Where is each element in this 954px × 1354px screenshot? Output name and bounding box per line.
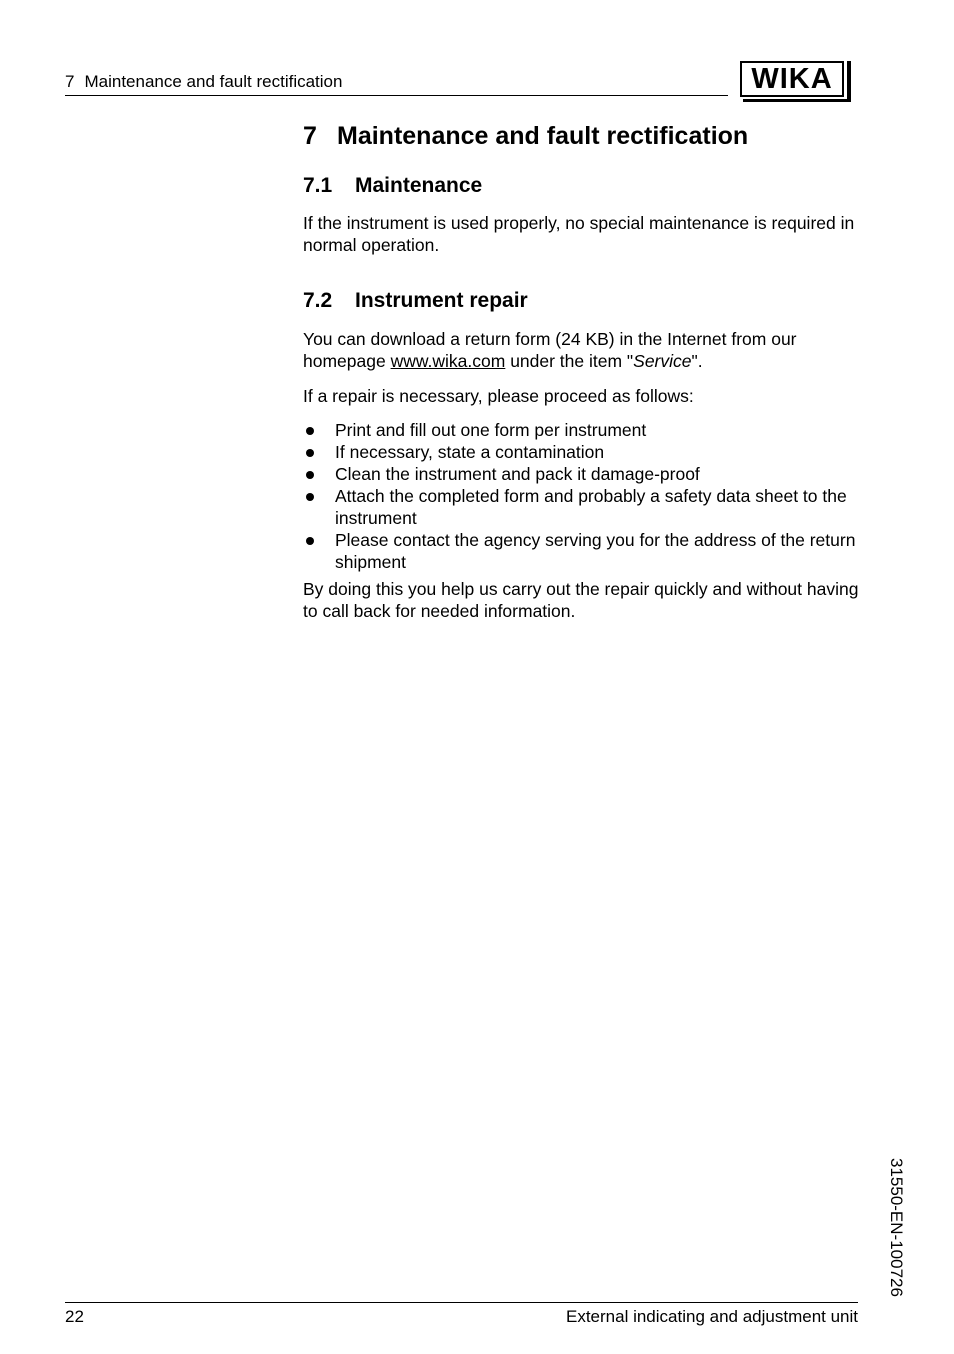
intro-text: You can download a return form (24 KB) in the Internet from our homepage (303, 329, 797, 371)
repair-lead-paragraph: If a repair is necessary, please proceed as follows: (303, 386, 694, 406)
subsection-heading-maintenance (303, 174, 482, 198)
header-chapter-title: Maintenance and fault rectification (84, 72, 343, 91)
subsection-title: Instrument repair (355, 289, 528, 312)
bullet-icon (306, 537, 314, 545)
subsection-heading-repair (303, 289, 528, 313)
footer-document-title: External indicating and adjustment unit (565, 1307, 858, 1326)
list-item-text: Print and fill out one form per instrument (335, 420, 647, 440)
maintenance-paragraph: If the instrument is used properly, no special maintenance is required in normal operation. (303, 213, 855, 255)
section-title: Maintenance and fault rectification (337, 122, 749, 150)
bullet-icon (306, 427, 314, 435)
document-code: 31550-EN-100726 (887, 1158, 906, 1297)
page-number: 22 (65, 1307, 84, 1326)
list-item (303, 485, 863, 529)
bullet-icon (306, 471, 314, 479)
logo-shadow-right (847, 61, 851, 101)
header-chapter-number: 7 (65, 72, 75, 91)
bullet-icon (306, 493, 314, 501)
list-item-text: Clean the instrument and pack it damage-proof (335, 464, 700, 484)
section-number: 7 (303, 122, 317, 150)
list-item-text: Please contact the agency serving you for the address of the return shipment (335, 530, 856, 572)
repair-closing-paragraph: By doing this you help us carry out the repair quickly and without having to call back for needed information. (303, 579, 859, 621)
wika-website-link[interactable]: www.wika.com (390, 351, 506, 371)
list-item (303, 441, 863, 463)
repair-steps-list (303, 419, 863, 573)
logo-shadow-bottom (743, 99, 851, 102)
bullet-icon (306, 449, 314, 457)
section-heading (303, 122, 748, 151)
subsection-title: Maintenance (355, 174, 483, 197)
footer-divider (65, 1302, 858, 1303)
running-header (65, 72, 342, 92)
wika-logo (740, 61, 858, 103)
logo-wordmark: WIKA (751, 63, 833, 95)
intro-text: ". (691, 351, 703, 371)
subsection-number: 7.1 (303, 174, 333, 197)
service-menu-item-text: Service (633, 351, 692, 371)
repair-intro-paragraph (303, 328, 863, 372)
intro-text: under the item " (505, 351, 634, 371)
header-divider (65, 95, 728, 96)
list-item (303, 419, 863, 441)
list-item-text: If necessary, state a contamination (335, 442, 605, 462)
list-item (303, 463, 863, 485)
list-item (303, 529, 863, 573)
subsection-number: 7.2 (303, 289, 333, 312)
list-item-text: Attach the completed form and probably a safety data sheet to the instrument (335, 486, 847, 528)
